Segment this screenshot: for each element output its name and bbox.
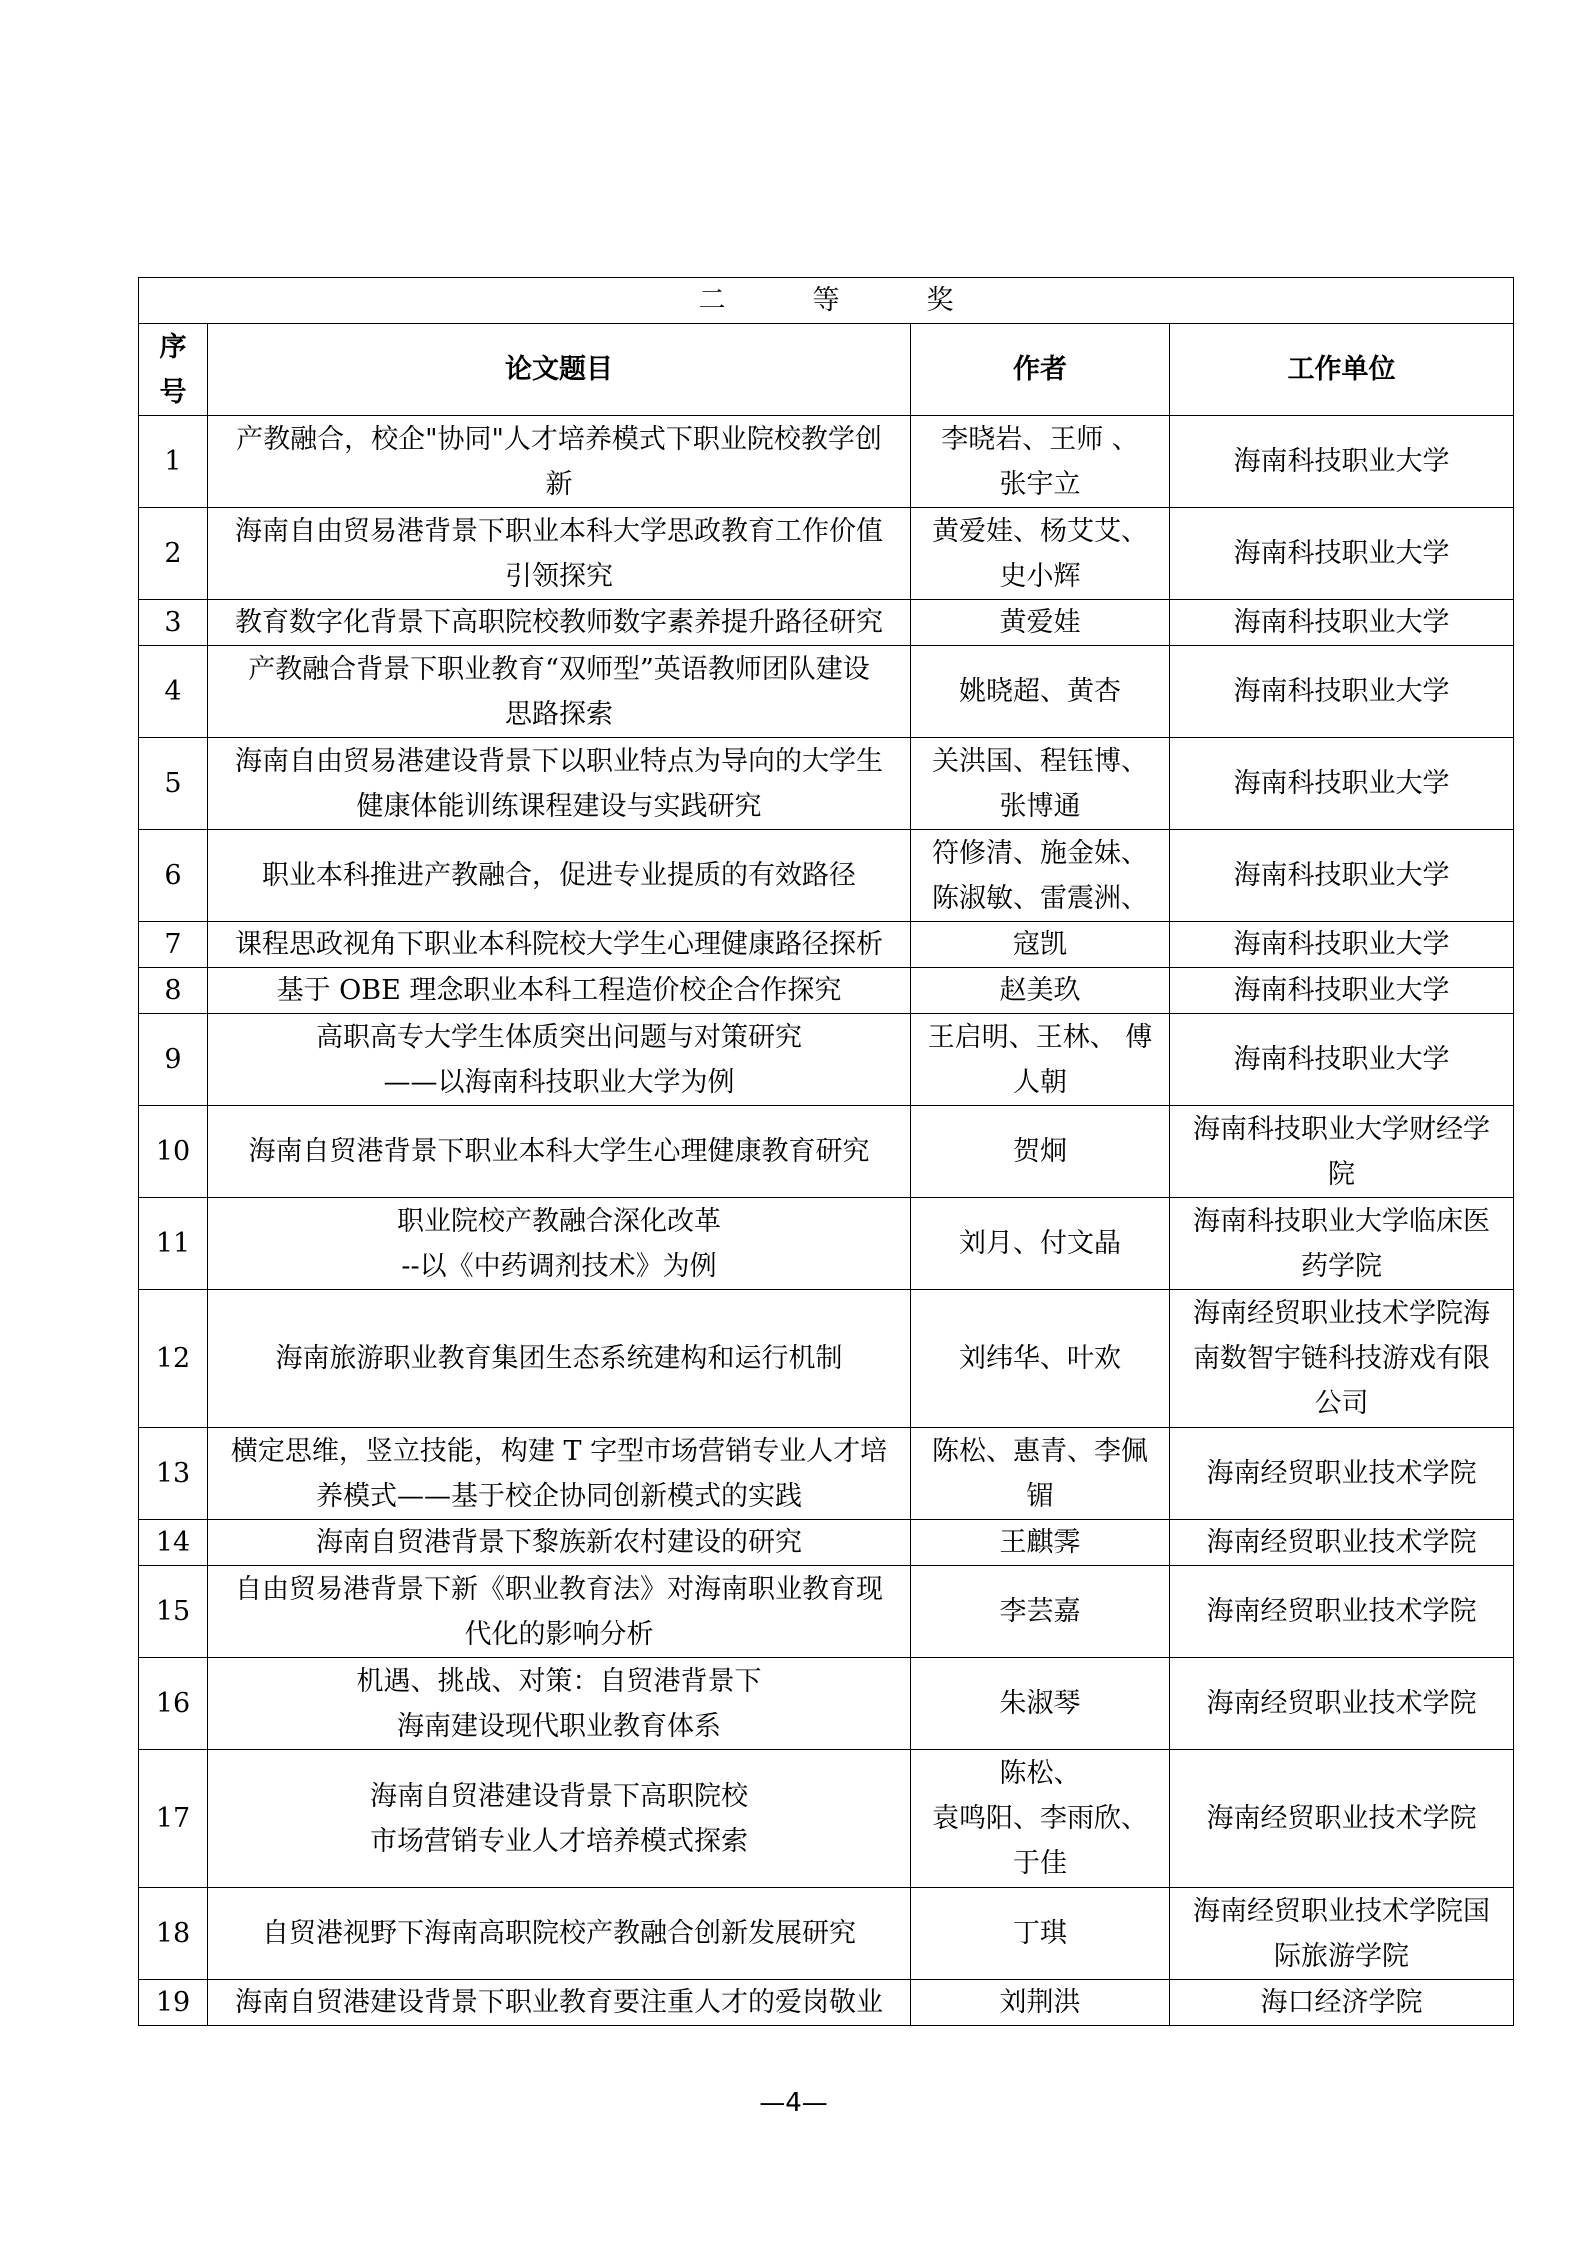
row-author (911, 600, 1170, 646)
row-author (911, 1290, 1170, 1428)
row-unit (1170, 416, 1514, 508)
row-unit-line: 药学院 (1301, 1250, 1382, 1282)
row-title-line: 自由贸易港背景下新《职业教育法》对海南职业教育现 (235, 1573, 883, 1605)
row-title-line: 思路探索 (505, 698, 613, 730)
row-title (208, 600, 911, 646)
row-unit-line: 际旅游学院 (1274, 1940, 1409, 1972)
table-row (139, 738, 1514, 830)
row-title (208, 1658, 911, 1750)
row-author-line: 镅 (1026, 1480, 1054, 1512)
row-author (911, 508, 1170, 600)
row-unit-line: 海南经贸职业技术学院 (1206, 1803, 1477, 1834)
row-index: 18 (139, 1888, 208, 1980)
row-author-line: 陈淑敏、雷震洲、 (932, 882, 1148, 914)
row-title (208, 1520, 911, 1566)
row-author-line: 刘纬华、叶欢 (959, 1343, 1121, 1374)
row-unit-line: 南数智宇链科技游戏有限 (1193, 1343, 1490, 1374)
row-title (208, 646, 911, 738)
row-title (208, 1106, 911, 1198)
row-unit-line: 海南科技职业大学临床医 (1193, 1205, 1490, 1237)
row-author-line: 于佳 (1013, 1848, 1067, 1879)
row-author-line: 关洪国、程钰博、 (932, 745, 1148, 777)
row-title (208, 830, 911, 922)
row-unit (1170, 830, 1514, 922)
row-unit (1170, 738, 1514, 830)
row-author (911, 416, 1170, 508)
table-row (139, 1658, 1514, 1750)
row-author-line: 姚晓超、黄杏 (959, 676, 1121, 707)
row-index: 17 (139, 1750, 208, 1888)
row-unit-line: 海南科技职业大学 (1233, 607, 1450, 638)
row-author (911, 738, 1170, 830)
row-index: 9 (139, 1014, 208, 1106)
award-table-body (139, 416, 1514, 2026)
row-author (911, 1428, 1170, 1520)
table-row (139, 1014, 1514, 1106)
row-title-line: ——以海南科技职业大学为例 (383, 1066, 735, 1098)
row-index: 11 (139, 1198, 208, 1290)
table-row (139, 1520, 1514, 1566)
row-author (911, 968, 1170, 1014)
row-unit-line: 海南科技职业大学 (1233, 538, 1450, 569)
row-title-line: 海南自贸港建设背景下职业教育要注重人才的爱岗敬业 (235, 1987, 883, 2018)
row-index: 10 (139, 1106, 208, 1198)
table-row (139, 1290, 1514, 1428)
row-index: 5 (139, 738, 208, 830)
row-title (208, 1198, 911, 1290)
row-unit (1170, 1198, 1514, 1290)
table-row (139, 1888, 1514, 1980)
row-author-line: 丁琪 (1013, 1918, 1067, 1949)
row-author-line: 黄爱娃 (999, 607, 1081, 638)
row-author-line: 张博通 (999, 790, 1081, 822)
row-title-line: --以《中药调剂技术》为例 (401, 1250, 717, 1282)
table-row (139, 600, 1514, 646)
row-title-line: 海南旅游职业教育集团生态系统建构和运行机制 (275, 1343, 843, 1374)
row-index: 15 (139, 1566, 208, 1658)
row-unit (1170, 1520, 1514, 1566)
row-author (911, 922, 1170, 968)
table-row (139, 1428, 1514, 1520)
row-index: 14 (139, 1520, 208, 1566)
row-unit-line: 海南科技职业大学 (1233, 860, 1450, 891)
row-title (208, 1566, 911, 1658)
row-title-line: 产教融合背景下职业教育“双师型”英语教师团队建设 (248, 653, 870, 685)
row-unit (1170, 1658, 1514, 1750)
row-author-line: 王启明、王林、 傅 (927, 1021, 1153, 1053)
row-unit (1170, 508, 1514, 600)
row-author-line: 朱淑琴 (999, 1688, 1081, 1719)
row-title-line: 海南自由贸易港建设背景下以职业特点为导向的大学生 (235, 745, 883, 777)
row-unit-line: 海南经贸职业技术学院 (1206, 1596, 1477, 1627)
row-unit (1170, 1106, 1514, 1198)
row-unit-line: 海南经贸职业技术学院国 (1193, 1895, 1490, 1927)
row-title (208, 1014, 911, 1106)
row-author-line: 符修清、施金妹、 (932, 837, 1148, 869)
row-unit-line: 海南科技职业大学 (1233, 676, 1450, 707)
row-author (911, 1014, 1170, 1106)
row-unit-line: 海南科技职业大学财经学 (1193, 1113, 1490, 1145)
row-title (208, 416, 911, 508)
row-title-line: 课程思政视角下职业本科院校大学生心理健康路径探析 (235, 929, 883, 960)
row-title-line: 健康体能训练课程建设与实践研究 (356, 790, 762, 822)
row-unit (1170, 646, 1514, 738)
row-title-line: 代化的影响分析 (464, 1618, 654, 1650)
row-author-line: 张宇立 (999, 468, 1081, 500)
row-unit (1170, 1980, 1514, 2026)
row-author-line: 李芸嘉 (999, 1596, 1081, 1627)
row-author (911, 830, 1170, 922)
row-title (208, 1428, 911, 1520)
row-title-line: 海南自贸港背景下黎族新农村建设的研究 (316, 1527, 802, 1558)
row-author (911, 1566, 1170, 1658)
row-author-line: 袁鸣阳、李雨欣、 (932, 1803, 1148, 1834)
row-title (208, 738, 911, 830)
row-unit-line: 海口经济学院 (1260, 1987, 1423, 2018)
row-unit-line: 海南经贸职业技术学院 (1206, 1688, 1477, 1719)
row-index: 13 (139, 1428, 208, 1520)
row-unit-line: 海南科技职业大学 (1233, 975, 1450, 1006)
row-unit (1170, 1290, 1514, 1428)
header-title: 论文题目 (208, 324, 911, 416)
row-unit-line: 海南科技职业大学 (1233, 1044, 1450, 1075)
row-author-line: 人朝 (1013, 1066, 1067, 1098)
row-index: 3 (139, 600, 208, 646)
table-row (139, 1980, 1514, 2026)
row-title-line: 市场营销专业人才培养模式探索 (370, 1825, 748, 1857)
row-author (911, 1658, 1170, 1750)
row-unit (1170, 1888, 1514, 1980)
row-title (208, 1980, 911, 2026)
row-author-line: 寇凯 (1013, 929, 1067, 960)
row-unit-line: 海南科技职业大学 (1233, 446, 1450, 477)
row-title-line: 海南自贸港建设背景下高职院校 (370, 1780, 748, 1812)
row-index: 2 (139, 508, 208, 600)
row-author (911, 1106, 1170, 1198)
table-row (139, 646, 1514, 738)
row-index: 16 (139, 1658, 208, 1750)
row-index: 19 (139, 1980, 208, 2026)
row-index: 4 (139, 646, 208, 738)
row-title-line: 新 (545, 468, 573, 500)
award-table (138, 277, 1514, 2026)
header-index: 序号 (139, 324, 208, 416)
row-unit (1170, 1428, 1514, 1520)
row-title (208, 1750, 911, 1888)
table-row (139, 830, 1514, 922)
row-title (208, 1290, 911, 1428)
row-title-line: 产教融合，校企"协同"人才培养模式下职业院校教学创 (236, 423, 882, 455)
row-title-line: 横定思维，竖立技能，构建 T 字型市场营销专业人才培 (230, 1435, 888, 1467)
row-title-line: 海南建设现代职业教育体系 (397, 1710, 721, 1742)
row-title (208, 922, 911, 968)
row-title-line: 自贸港视野下海南高职院校产教融合创新发展研究 (262, 1918, 856, 1949)
row-author (911, 1520, 1170, 1566)
row-title-line: 高职高专大学生体质突出问题与对策研究 (316, 1021, 802, 1053)
row-unit-line: 公司 (1314, 1388, 1369, 1419)
row-unit (1170, 600, 1514, 646)
table-row (139, 416, 1514, 508)
row-author (911, 1888, 1170, 1980)
row-title-line: 引领探究 (505, 560, 613, 592)
row-title-line: 教育数字化背景下高职院校教师数字素养提升路径研究 (235, 607, 883, 638)
row-unit (1170, 968, 1514, 1014)
row-title-line: 职业本科推进产教融合，促进专业提质的有效路径 (262, 860, 856, 891)
table-row (139, 1106, 1514, 1198)
row-index: 12 (139, 1290, 208, 1428)
header-unit: 工作单位 (1170, 324, 1514, 416)
row-author (911, 1980, 1170, 2026)
table-row (139, 1198, 1514, 1290)
row-index: 8 (139, 968, 208, 1014)
row-unit (1170, 1014, 1514, 1106)
row-unit (1170, 1750, 1514, 1888)
row-title-line: 机遇、挑战、对策：自贸港背景下 (356, 1665, 762, 1697)
row-unit-line: 海南经贸职业技术学院 (1206, 1458, 1477, 1489)
row-author-line: 刘月、付文晶 (959, 1228, 1121, 1259)
row-unit-line: 院 (1328, 1158, 1355, 1190)
row-author (911, 646, 1170, 738)
row-author-line: 刘荆洪 (999, 1987, 1081, 2018)
row-title-line: 海南自贸港背景下职业本科大学生心理健康教育研究 (248, 1136, 870, 1167)
row-author-line: 黄爱娃、杨艾艾、 (932, 515, 1148, 547)
row-title-line: 职业院校产教融合深化改革 (397, 1205, 721, 1237)
table-row (139, 1566, 1514, 1658)
row-title (208, 508, 911, 600)
row-unit-line: 海南科技职业大学 (1233, 929, 1450, 960)
row-title (208, 968, 911, 1014)
row-author-line: 贺炯 (1013, 1136, 1067, 1167)
row-author (911, 1750, 1170, 1888)
row-author-line: 李晓岩、王师 、 (941, 423, 1139, 455)
table-row (139, 1750, 1514, 1888)
row-author (911, 1198, 1170, 1290)
table-row (139, 508, 1514, 600)
row-unit (1170, 1566, 1514, 1658)
row-index: 1 (139, 416, 208, 508)
row-index: 6 (139, 830, 208, 922)
row-author-line: 陈松、惠青、李佩 (932, 1435, 1148, 1467)
row-author-line: 陈松、 (999, 1758, 1081, 1789)
award-level-banner: 二 等 奖 (139, 278, 1514, 324)
row-author-line: 赵美玖 (999, 975, 1081, 1006)
row-index: 7 (139, 922, 208, 968)
row-author-line: 王麒霁 (999, 1527, 1081, 1558)
row-author-line: 史小辉 (999, 560, 1081, 592)
row-title-line: 基于 OBE 理念职业本科工程造价校企合作探究 (276, 975, 842, 1006)
row-unit-line: 海南经贸职业技术学院海 (1193, 1298, 1490, 1329)
page-number: —4— (759, 2088, 828, 2118)
table-row (139, 968, 1514, 1014)
row-title (208, 1888, 911, 1980)
row-title-line: 养模式——基于校企协同创新模式的实践 (316, 1480, 802, 1512)
table-row (139, 922, 1514, 968)
row-unit-line: 海南经贸职业技术学院 (1206, 1527, 1477, 1558)
header-author: 作者 (911, 324, 1170, 416)
row-unit (1170, 922, 1514, 968)
row-title-line: 海南自由贸易港背景下职业本科大学思政教育工作价值 (235, 515, 883, 547)
row-unit-line: 海南科技职业大学 (1233, 768, 1450, 799)
